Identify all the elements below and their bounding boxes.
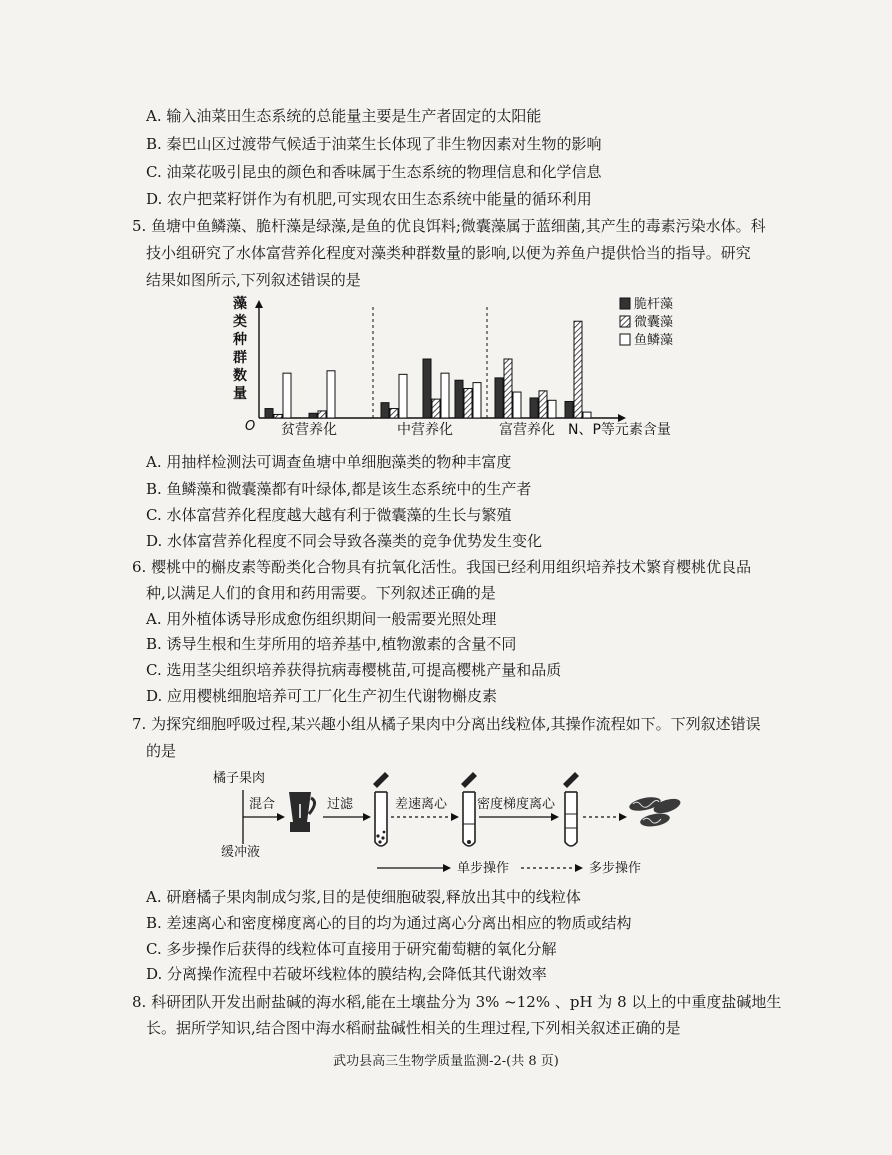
input-buffer: 缓冲液 — [221, 845, 261, 860]
input-orange-pulp: 橘子果肉 — [213, 771, 266, 786]
x-axis-arrow — [618, 414, 626, 422]
step-differential-centrifuge-label: 差速离心 — [395, 797, 448, 812]
q4-option-a: A. 输入油菜田生态系统的总能量主要是生产者固定的太阳能 — [146, 107, 542, 125]
bar-脆杆藻 — [381, 403, 389, 418]
q5-option-d: D. 水体富营养化程度不同会导致各藻类的竞争优势发生变化 — [146, 532, 543, 550]
single-step-legend-label: 单步操作 — [457, 861, 510, 876]
bar-脆杆藻 — [565, 401, 573, 418]
bar-微囊藻 — [464, 389, 472, 419]
q6-option-a: A. 用外植体诱导形成愈伤组织期间一般需要光照处理 — [146, 610, 497, 628]
group-label: 富营养化 — [499, 422, 555, 438]
q5-stem-line-3: 结果如图所示,下列叙述错误的是 — [146, 271, 361, 289]
bar-脆杆藻 — [423, 359, 431, 418]
test-tube-icon — [563, 772, 579, 846]
bar-微囊藻 — [539, 391, 547, 418]
q6-option-b: B. 诱导生根和生芽所用的培养基中,植物激素的含量不同 — [146, 635, 517, 653]
q6-option-c: C. 选用茎尖组织培养获得抗病毒樱桃苗,可提高樱桃产量和品质 — [146, 661, 562, 679]
bar-微囊藻 — [390, 409, 398, 418]
bar-鱼鳞藻 — [399, 374, 407, 418]
bar-脆杆藻 — [455, 380, 463, 418]
y-axis-label-char: 藻 — [233, 296, 247, 312]
bar-脆杆藻 — [309, 413, 317, 418]
bar-脆杆藻 — [495, 378, 503, 418]
y-axis-label-char: 类 — [233, 314, 247, 330]
multi-step-legend-label: 多步操作 — [589, 861, 642, 876]
q6-stem-line-2: 种,以满足人们的食用和药用需要。下列叙述正确的是 — [146, 584, 496, 602]
q6-option-d: D. 应用樱桃细胞培养可工厂化生产初生代谢物槲皮素 — [146, 687, 498, 705]
group-label: 中营养化 — [397, 422, 453, 438]
bar-微囊藻 — [504, 359, 512, 418]
legend-label: 微囊藻 — [634, 315, 674, 330]
q5-option-b: B. 鱼鳞藻和微囊藻都有叶绿体,都是该生态系统中的生产者 — [146, 480, 532, 498]
y-axis-label-char: 量 — [233, 386, 247, 402]
q4-option-d: D. 农户把菜籽饼作为有机肥,可实现农田生态系统中能量的循环利用 — [146, 190, 592, 208]
test-tube-icon — [373, 772, 389, 846]
bar-微囊藻 — [574, 321, 582, 418]
q4-option-b: B. 秦巴山区过渡带气候适于油菜生长体现了非生物因素对生物的影响 — [146, 135, 602, 153]
q7-option-c: C. 多步操作后获得的线粒体可直接用于研究葡萄糖的氧化分解 — [146, 940, 557, 958]
q7-stem-line-1: 7. 为探究细胞呼吸过程,某兴趣小组从橘子果肉中分离出线粒体,其操作流程如下。下列叙述错误 — [132, 715, 761, 733]
test-tube-icon — [461, 772, 477, 846]
x-axis-label: N、P等元素含量 — [568, 422, 671, 438]
legend-swatch — [620, 316, 630, 327]
origin-label: O — [245, 419, 256, 434]
step-filter-label: 过滤 — [327, 797, 354, 812]
bar-鱼鳞藻 — [327, 371, 335, 418]
legend-swatch — [620, 298, 630, 309]
bar-鱼鳞藻 — [548, 400, 556, 418]
q7-stem-line-2: 的是 — [146, 742, 177, 760]
y-axis-label-char: 群 — [233, 350, 247, 366]
page-footer: 武功县高三生物学质量监测-2-(共 8 页) — [333, 1054, 559, 1069]
q7-option-a: A. 研磨橘子果肉制成匀浆,目的是使细胞破裂,释放出其中的线粒体 — [146, 888, 581, 906]
legend-label: 鱼鳞藻 — [634, 333, 674, 348]
q8-stem-line-1: 8. 科研团队开发出耐盐碱的海水稻,能在土壤盐分为 3% ~12% 、pH 为 8 以上的中重度盐碱地生 — [132, 993, 782, 1011]
q4-option-c: C. 油菜花吸引昆虫的颜色和香味属于生态系统的物理信息和化学信息 — [146, 163, 602, 181]
q5-stem-line-1: 5. 鱼塘中鱼鳞藻、脆杆藻是绿藻,是鱼的优良饵料;微囊藻属于蓝细菌,其产生的毒素污染水体。科 — [132, 217, 766, 235]
bar-鱼鳞藻 — [473, 383, 481, 418]
legend-label: 脆杆藻 — [634, 297, 674, 312]
bar-微囊藻 — [432, 399, 440, 418]
bar-鱼鳞藻 — [441, 373, 449, 418]
step-mix-label: 混合 — [249, 797, 276, 812]
blender-icon — [289, 792, 315, 832]
q5-option-c: C. 水体富营养化程度越大越有利于微囊藻的生长与繁殖 — [146, 506, 512, 524]
y-axis-arrow — [255, 300, 263, 308]
q7-option-b: B. 差速离心和密度梯度离心的目的均为通过离心分离出相应的物质或结构 — [146, 914, 632, 932]
step-density-gradient-label: 密度梯度离心 — [477, 797, 556, 812]
group-label: 贫营养化 — [281, 422, 337, 438]
y-axis-label-char: 种 — [233, 332, 247, 348]
bar-脆杆藻 — [530, 398, 538, 418]
legend-swatch — [620, 334, 630, 345]
y-axis-label-char: 数 — [233, 368, 247, 384]
bar-鱼鳞藻 — [513, 392, 521, 418]
q5-stem-line-2: 技小组研究了水体富营养化程度对藻类种群数量的影响,以便为养鱼户提供恰当的指导。研究 — [146, 244, 751, 262]
bar-微囊藻 — [318, 411, 326, 418]
mitochondria-isolation-diagram — [205, 764, 685, 884]
q8-stem-line-2: 长。据所学知识,结合图中海水稻耐盐碱性相关的生理过程,下列相关叙述正确的是 — [146, 1019, 681, 1037]
mitochondria-icon — [628, 795, 682, 829]
q6-stem-line-1: 6. 樱桃中的槲皮素等酚类化合物具有抗氧化活性。我国已经利用组织培养技术繁育樱桃优良品 — [132, 558, 752, 576]
bar-鱼鳞藻 — [583, 412, 591, 418]
bar-微囊藻 — [274, 414, 282, 418]
q7-option-d: D. 分离操作流程中若破坏线粒体的膜结构,会降低其代谢效率 — [146, 965, 547, 983]
bar-鱼鳞藻 — [283, 373, 291, 418]
q5-option-a: A. 用抽样检测法可调查鱼塘中单细胞藻类的物种丰富度 — [146, 453, 512, 471]
algae-bar-chart — [225, 292, 695, 450]
bar-脆杆藻 — [265, 409, 273, 418]
